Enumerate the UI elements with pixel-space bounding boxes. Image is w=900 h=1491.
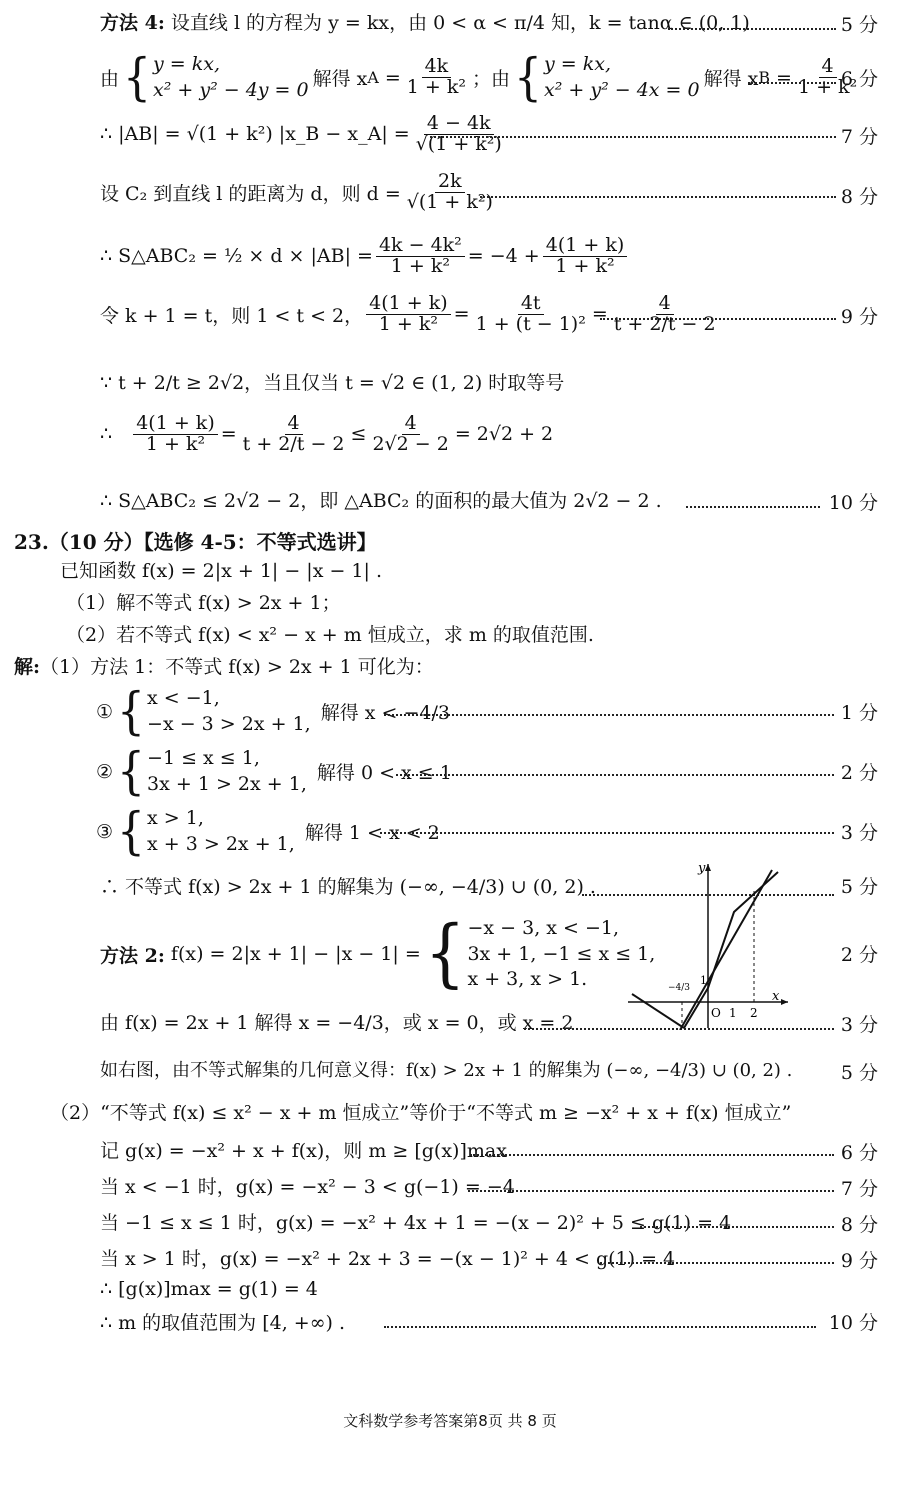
leader-dots	[686, 506, 820, 508]
origin-label: O	[711, 1006, 721, 1020]
q23-part2: （2）若不等式 f(x) < x² − x + m 恒成立，求 m 的取值范围.	[66, 624, 594, 646]
leader-dots	[384, 714, 834, 716]
leader-dots	[600, 1262, 834, 1264]
g-def-text: 记 g(x) = −x² + x + f(x)，则 m ≥ [g(x)]max	[100, 1140, 507, 1162]
bound-frac-3: $\frac{4}{2√2 - 2}$	[372, 412, 449, 455]
x-label: x	[772, 989, 780, 1004]
leader-dots	[470, 1154, 834, 1156]
result-xa-frac: $\frac{4k}{\text{1 + k²}}$	[406, 55, 466, 99]
solution-set-text: ∴ 不等式 f(x) > 2x + 1 的解集为 (−∞, −4/3) ∪ (0, 2) .	[100, 876, 596, 898]
score-10: 10 分	[828, 492, 878, 514]
case-g3-line	[100, 1244, 675, 1271]
case1-mark: ①	[96, 700, 114, 723]
tick-y1: 1	[700, 974, 707, 987]
y-axis-arrow-icon	[705, 864, 711, 871]
brace-icon: {	[514, 47, 543, 107]
case3-eq2: x + 3 > 2x + 1,	[147, 832, 295, 855]
geometric-line	[100, 1056, 792, 1082]
distance-text: 设 C₂ 到直线 l 的距离为 d，则 d =	[100, 182, 401, 205]
case3-mark: ③	[96, 820, 114, 843]
am-gm-line	[100, 368, 564, 395]
area-frac-1: $\frac{\text{4k − 4k²}}{\text{1 + k²}}$	[376, 236, 465, 277]
roots-line	[100, 1008, 573, 1035]
leader-dots	[480, 196, 836, 198]
result-xb-frac: $\frac{4}{\text{1 + k²}}$	[797, 55, 858, 99]
am-gm-text: ∵ t + 2/t ≥ 2√2，当且仅当 t = √2 ∈ (1, 2) 时取等号	[100, 372, 565, 394]
ab-line	[100, 114, 508, 155]
solve-xa-xb-line: 由 { y = kx, x² + y² − 4y = 0 解得 x A = $\frac{4k}{\text{1 + k²}}$ ；由 { y = kx, x² + y² − 4x = 0 解得 x B = $\frac{4}{\text{1 + k²}}$	[100, 52, 863, 103]
substitution-text: 令 k + 1 = t，则 1 < t < 2，	[100, 304, 364, 327]
piece-2: 3x + 1, −1 ≤ x ≤ 1,	[467, 942, 656, 965]
bound-frac-1: $\frac{4(1 + k)}{\text{1 + k²}}$	[133, 414, 218, 455]
result-xa-sub: A	[367, 68, 379, 88]
score-6: 6 分	[840, 68, 878, 90]
area-line	[100, 236, 630, 277]
leader-dots	[384, 1326, 816, 1328]
score-6b: 6 分	[840, 1142, 878, 1164]
area-mid: = −4 +	[467, 245, 540, 268]
method4-line	[100, 8, 750, 35]
system-b-eq1: y = kx,	[544, 53, 612, 75]
solution-label: 解:	[14, 656, 41, 678]
conclusion-line	[100, 486, 662, 513]
tick-2: 2	[750, 1006, 758, 1020]
distance-line	[100, 172, 499, 213]
leader-dots	[748, 82, 836, 84]
system-b	[514, 47, 700, 107]
result-xb-label: 解得 x	[703, 68, 759, 91]
substitution-line: 令 k + 1 = t，则 1 < t < 2， $\frac{4(1 + k)}{\text{1 + k²}}$ = $\frac{4t}{\text{1 + (t − 1)²}}$ = $\frac{4}{t + 2/t - 2}$	[100, 294, 722, 335]
conclusion-text: ∴ S△ABC₂ ≤ 2√2 − 2，即 △ABC₂ 的面积的最大值为 2√2 − 2 .	[100, 490, 662, 512]
brace-icon: {	[123, 47, 152, 107]
roots-text: 由 f(x) = 2x + 1 解得 x = −4/3，或 x = 0，或 x = 2	[100, 1012, 574, 1034]
score-9b: 9 分	[840, 1250, 878, 1272]
solution-set-line	[100, 872, 596, 899]
leader-dots	[396, 774, 834, 776]
tick-1: 1	[729, 1006, 737, 1020]
case-g1-line	[100, 1172, 515, 1199]
piece-1: −x − 3, x < −1,	[467, 917, 620, 939]
case-g2-line	[100, 1208, 731, 1235]
case3-result: 解得 1 < x < 2	[304, 822, 440, 845]
score-3: 3 分	[840, 822, 878, 844]
piecewise	[424, 911, 656, 998]
case-g2-text: 当 −1 ≤ x ≤ 1 时，g(x) = −x² + 4x + 1 = −(x − 2)² + 5 ≤ g(1) = 4	[100, 1212, 732, 1234]
score-5: 5 分	[840, 14, 878, 36]
ab-frac: $\frac{4 - 4k}{\text{√(1 + k²)}}$	[415, 112, 502, 155]
case-g1-text: 当 x < −1 时，g(x) = −x² − 3 < g(−1) = −4	[100, 1176, 515, 1198]
brace-icon: {	[117, 681, 146, 741]
solve-prefix: 由	[100, 68, 120, 91]
case3-system	[117, 801, 295, 861]
sub-frac-3: $\frac{4}{t + 2/t - 2}$	[613, 292, 716, 335]
sub-frac-1: $\frac{4(1 + k)}{\text{1 + k²}}$	[366, 294, 451, 335]
method4-text: 设直线 l 的方程为 y = kx，由 0 < α < π/4 知，k = tanα ∈ (0, 1)	[170, 12, 750, 34]
geometric-text: 如右图，由不等式解集的几何意义得：f(x) > 2x + 1 的解集为 (−∞, −4/3) ∪ (0, 2) .	[100, 1060, 793, 1081]
graph-line-2x1	[680, 870, 772, 1030]
system-a	[123, 47, 309, 107]
solve-mid: ；由	[472, 68, 511, 91]
range-line	[100, 1308, 345, 1335]
system-a-eq1: y = kx,	[153, 53, 221, 75]
score-9: 9 分	[840, 306, 878, 328]
method4-label: 方法 4:	[100, 12, 165, 34]
case3-eq1: x > 1,	[147, 807, 204, 829]
score-1: 1 分	[840, 702, 878, 724]
case2-eq2: 3x + 1 > 2x + 1,	[147, 772, 307, 795]
case2-mark: ②	[96, 760, 114, 783]
q23-given: 已知函数 f(x) = 2|x + 1| − |x − 1| .	[60, 560, 382, 582]
score-7: 7 分	[840, 126, 878, 148]
piece-3: x + 3, x > 1.	[467, 968, 588, 991]
case1-line	[96, 681, 451, 741]
case1-system	[117, 681, 311, 741]
score-8b: 8 分	[840, 1214, 878, 1236]
score-7b: 7 分	[840, 1178, 878, 1200]
leader-dots	[430, 136, 836, 138]
equivalence-text: （2）“不等式 f(x) ≤ x² − x + m 恒成立”等价于“不等式 m ≥ −x² + x + f(x) 恒成立”	[50, 1102, 792, 1124]
area-text: ∴ S△ABC₂ = ½ × d × |AB| =	[100, 245, 373, 268]
y-label: y	[698, 861, 706, 876]
graph-f-left	[632, 994, 684, 1028]
brace-icon: {	[117, 741, 146, 801]
brace-icon: {	[424, 911, 466, 998]
leader-dots	[600, 318, 836, 320]
bound-line: ∴ $\frac{4(1 + k)}{\text{1 + k²}}$ = $\frac{4}{t + 2/t - 2}$ ≤ $\frac{4}{2√2 - 2}$ = 2√2 + 2	[100, 412, 554, 455]
range-text: ∴ m 的取值范围为 [4, +∞) .	[100, 1312, 346, 1334]
brace-icon: {	[117, 801, 146, 861]
case2-eq1: −1 ≤ x ≤ 1,	[147, 747, 260, 769]
score-2: 2 分	[840, 762, 878, 784]
system-b-eq2: x² + y² − 4x = 0	[544, 78, 700, 101]
case1-result: 解得 x < −4/3	[320, 702, 451, 725]
function-graph	[622, 860, 792, 1030]
method2-text: f(x) = 2|x + 1| − |x − 1| =	[170, 943, 421, 966]
case2-line	[96, 741, 452, 801]
case2-result: 解得 0 < x ≤ 1	[316, 762, 452, 785]
solution-head	[14, 652, 434, 679]
bound-frac-2: $\frac{4}{t + 2/t - 2}$	[242, 412, 345, 455]
graph-f	[684, 872, 778, 1028]
q23-part1: （1）解不等式 f(x) > 2x + 1；	[66, 592, 341, 614]
method2-line	[100, 911, 659, 998]
max-text: ∴ [g(x)]max = g(1) = 4	[100, 1278, 318, 1300]
score-5c: 5 分	[840, 1062, 878, 1084]
leader-dots	[668, 28, 836, 30]
case2-system	[117, 741, 307, 801]
score-2b: 2 分	[840, 944, 878, 966]
solution-head-text: （1）方法 1：不等式 f(x) > 2x + 1 可化为：	[40, 656, 434, 678]
leader-dots	[640, 1226, 834, 1228]
ab-text: ∴ |AB| = √(1 + k²) |x_B − x_A| =	[100, 123, 410, 146]
max-line	[100, 1278, 318, 1300]
case1-eq2: −x − 3 > 2x + 1,	[147, 712, 311, 735]
score-8: 8 分	[840, 186, 878, 208]
tick-neg: −4/3	[668, 983, 691, 993]
case1-eq1: x < −1,	[147, 687, 220, 709]
method2-label: 方法 2:	[100, 944, 165, 967]
page-footer: 文科数学参考答案第8页 共 8 页	[343, 1412, 557, 1430]
result-xb-sub: B	[758, 68, 770, 88]
bound-prefix: ∴	[100, 423, 113, 446]
area-frac-2: $\frac{4(1 + k)}{\text{1 + k²}}$	[543, 236, 628, 277]
leader-dots	[468, 1190, 834, 1192]
score-5b: 5 分	[840, 876, 878, 898]
equivalence-line	[50, 1098, 791, 1125]
leader-dots	[380, 832, 834, 834]
distance-frac: $\frac{2k}{\text{√(1 + k²)}}$	[406, 170, 493, 213]
system-a-eq2: x² + y² − 4y = 0	[153, 78, 309, 101]
result-xa-label: 解得 x	[312, 68, 368, 91]
score-10b: 10 分	[828, 1312, 878, 1334]
g-def-line	[100, 1136, 507, 1163]
sub-frac-2: $\frac{4t}{\text{1 + (t − 1)²}}$	[475, 292, 586, 335]
bound-tail: = 2√2 + 2	[454, 423, 554, 446]
q23-title: 23.（10 分）【选修 4-5：不等式选讲】	[14, 530, 377, 554]
score-3b: 3 分	[840, 1014, 878, 1036]
case-g3-text: 当 x > 1 时，g(x) = −x² + 2x + 3 = −(x − 1)² + 4 < g(1) = 4	[100, 1248, 676, 1270]
x-axis-arrow-icon	[781, 999, 788, 1005]
